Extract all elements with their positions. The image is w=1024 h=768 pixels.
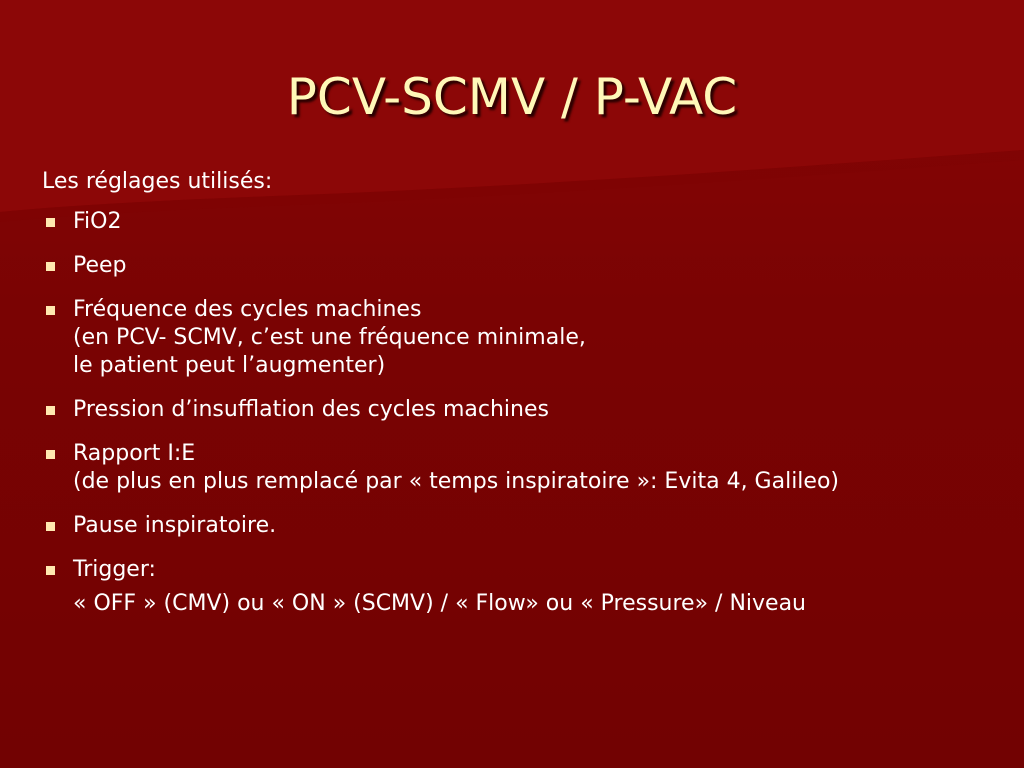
list-item bbox=[42, 440, 1002, 496]
list-item bbox=[42, 512, 1002, 540]
square-bullet-icon bbox=[46, 522, 55, 531]
list-item bbox=[42, 296, 1002, 380]
square-bullet-icon bbox=[46, 566, 55, 575]
list-item-subtext: (de plus en plus remplacé par « temps inspiratoire »: Evita 4, Galileo) bbox=[73, 469, 839, 494]
list-item-text: Rapport I:E bbox=[73, 441, 196, 466]
list-item-subtext: le patient peut l’augmenter) bbox=[73, 353, 386, 378]
list-item-subtext: (en PCV- SCMV, c’est une fréquence minimale, bbox=[73, 325, 586, 350]
list-item-text: Peep bbox=[73, 253, 127, 278]
list-item-text: Pression d’insufflation des cycles machines bbox=[73, 397, 549, 422]
list-item-subtext: « OFF » (CMV) ou « ON » (SCMV) / « Flow» ou « Pressure» / Niveau bbox=[73, 591, 807, 616]
list-item-text: Pause inspiratoire. bbox=[73, 513, 277, 538]
square-bullet-icon bbox=[46, 406, 55, 415]
square-bullet-icon bbox=[46, 262, 55, 271]
slide-content bbox=[42, 168, 1002, 634]
square-bullet-icon bbox=[46, 450, 55, 459]
list-item-text: FiO2 bbox=[73, 209, 122, 234]
intro-text: Les réglages utilisés: bbox=[42, 169, 273, 194]
square-bullet-icon bbox=[46, 306, 55, 315]
list-item-text: Fréquence des cycles machines bbox=[73, 297, 422, 322]
square-bullet-icon bbox=[46, 218, 55, 227]
list-item bbox=[42, 556, 1002, 618]
bullet-list bbox=[42, 208, 1002, 618]
list-item bbox=[42, 208, 1002, 236]
slide-title: PCV-SCMV / P-VAC bbox=[286, 68, 738, 126]
list-item bbox=[42, 396, 1002, 424]
list-item bbox=[42, 252, 1002, 280]
list-item-text: Trigger: bbox=[73, 557, 156, 582]
